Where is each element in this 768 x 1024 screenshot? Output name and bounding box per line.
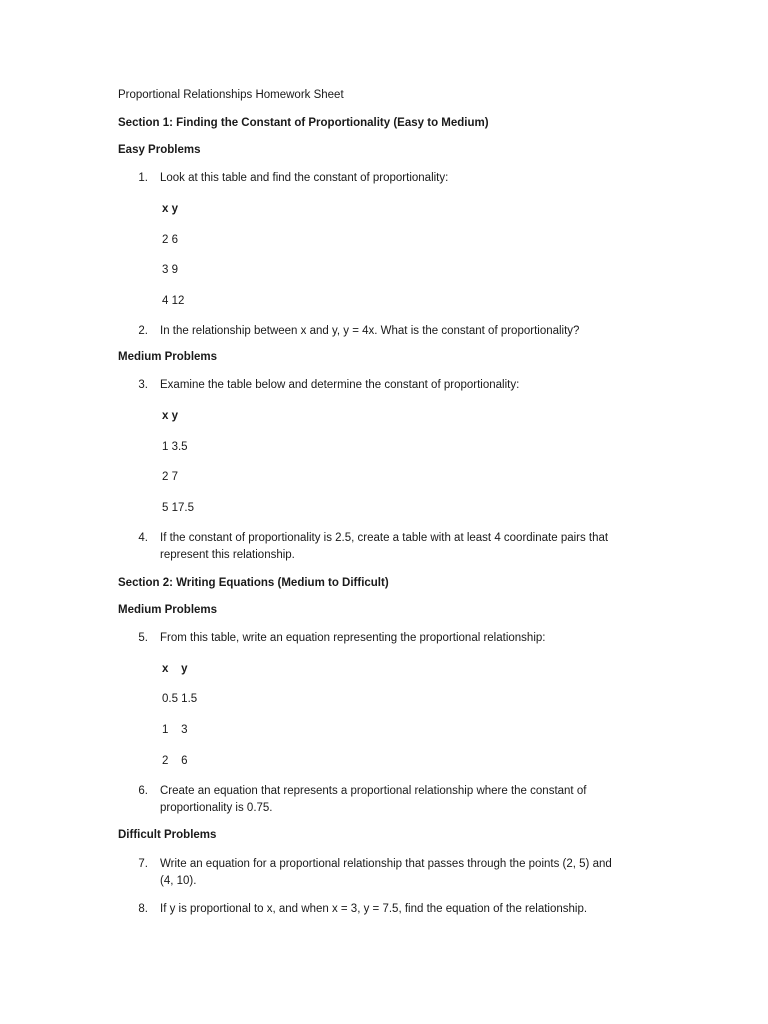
easy-problems-heading: Easy Problems [118, 144, 201, 156]
table-5-row: 2 6 [162, 755, 188, 767]
table-1-header: x y [162, 203, 178, 215]
problem-7-text-line-1: Write an equation for a proportional relationship that passes through the points (2, 5) and [160, 858, 612, 870]
problem-7-number: 7. [138, 858, 148, 870]
medium-problems-heading-2: Medium Problems [118, 604, 218, 616]
problem-5-number: 5. [138, 632, 148, 644]
problem-1-text: Look at this table and find the constant of proportionality: [160, 172, 449, 184]
problem-1-number: 1. [138, 172, 148, 184]
table-1-row: 4 12 [162, 295, 185, 307]
problem-6-text-line-1: Create an equation that represents a proportional relationship where the constant of [160, 785, 587, 797]
problem-6-number: 6. [138, 785, 148, 797]
difficult-problems-heading: Difficult Problems [118, 829, 217, 841]
table-5-row: 0.5 1.5 [162, 693, 198, 705]
section-2-heading: Section 2: Writing Equations (Medium to Difficult) [118, 577, 389, 589]
problem-2-number: 2. [138, 325, 148, 337]
table-1-row: 3 9 [162, 264, 178, 276]
problem-4-text-line-1: If the constant of proportionality is 2.5, create a table with at least 4 coordinate pairs that [160, 532, 609, 544]
problem-7-text-line-2: (4, 10). [160, 875, 197, 887]
problem-4-number: 4. [138, 532, 148, 544]
problem-5-text: From this table, write an equation representing the proportional relationship: [160, 632, 546, 644]
problem-8-text: If y is proportional to x, and when x = 3, y = 7.5, find the equation of the relationship. [160, 903, 588, 915]
page-title: Proportional Relationships Homework Sheet [118, 89, 344, 101]
problem-6-text-line-2: proportionality is 0.75. [160, 802, 273, 814]
problem-4-text-line-2: represent this relationship. [160, 549, 295, 561]
table-1-row: 2 6 [162, 234, 178, 246]
problem-3-text: Examine the table below and determine the constant of proportionality: [160, 379, 520, 391]
table-3-header: x y [162, 410, 178, 422]
table-3-row: 1 3.5 [162, 441, 188, 453]
table-5-header: x y [162, 663, 188, 675]
problem-2-text: In the relationship between x and y, y = 4x. What is the constant of proportionality? [160, 325, 580, 337]
medium-problems-heading: Medium Problems [118, 351, 218, 363]
problem-8-number: 8. [138, 903, 148, 915]
table-3-row: 2 7 [162, 471, 178, 483]
table-5-row: 1 3 [162, 724, 188, 736]
section-1-heading: Section 1: Finding the Constant of Proportionality (Easy to Medium) [118, 117, 489, 129]
table-3-row: 5 17.5 [162, 502, 194, 514]
problem-3-number: 3. [138, 379, 148, 391]
